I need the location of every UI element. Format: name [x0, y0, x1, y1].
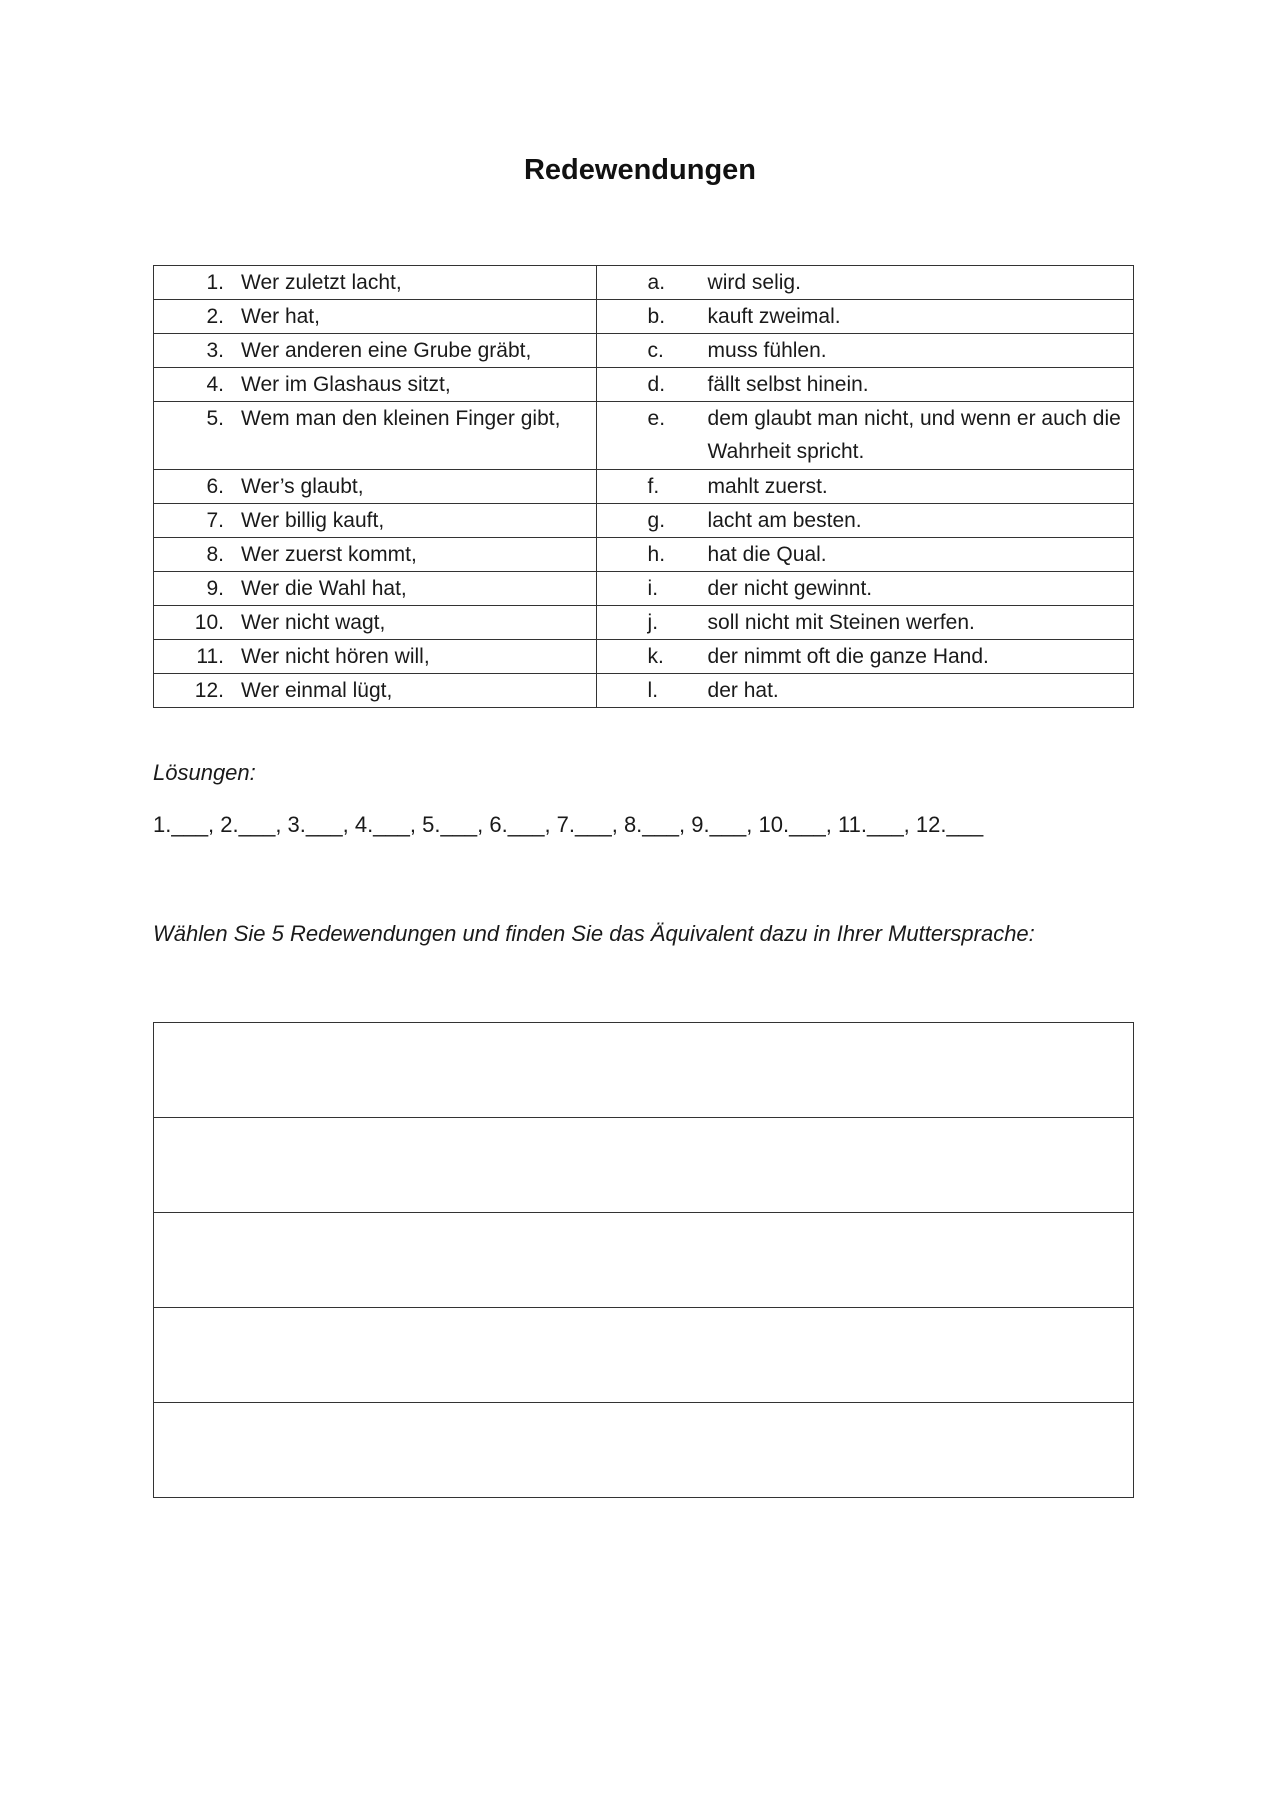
- ending-cell: [596, 334, 1133, 368]
- item-letter: k.: [647, 645, 664, 668]
- table-row: [154, 470, 1134, 504]
- idiom-ending: wird selig.: [707, 271, 801, 294]
- table-row: [154, 674, 1134, 708]
- idiom-ending: kauft zweimal.: [707, 305, 841, 328]
- answer-cell[interactable]: [154, 1213, 1134, 1308]
- item-number: 7.: [206, 509, 224, 532]
- table-row: [154, 538, 1134, 572]
- idiom-ending: soll nicht mit Steinen werfen.: [707, 611, 975, 634]
- answer-row: [154, 1213, 1134, 1308]
- beginning-cell: [154, 674, 597, 708]
- beginning-cell: [154, 640, 597, 674]
- table-row: [154, 606, 1134, 640]
- beginning-cell: [154, 504, 597, 538]
- item-letter: b.: [647, 305, 666, 328]
- beginning-cell: [154, 266, 597, 300]
- item-number: 6.: [206, 475, 224, 498]
- table-row: [154, 334, 1134, 368]
- beginning-cell: [154, 300, 597, 334]
- answer-row: [154, 1308, 1134, 1403]
- idiom-beginning: Wer einmal lügt,: [241, 679, 393, 702]
- item-number: 8.: [206, 543, 224, 566]
- item-letter: c.: [647, 339, 664, 362]
- idiom-ending: dem glaubt man nicht, und wenn er auch die Wahrheit spricht.: [707, 407, 1121, 463]
- table-row: [154, 572, 1134, 606]
- page-title: Redewendungen: [523, 154, 756, 186]
- item-letter: e.: [647, 407, 666, 430]
- solutions-label: Lösungen:: [153, 760, 256, 785]
- item-number: 11.: [196, 645, 224, 668]
- task-instruction: Wählen Sie 5 Redewendungen und finden Sie das Äquivalent dazu in Ihrer Muttersprache:: [153, 921, 1035, 946]
- ending-cell: [596, 572, 1133, 606]
- beginning-cell: [154, 334, 597, 368]
- beginning-cell: [154, 470, 597, 504]
- answer-row: [154, 1023, 1134, 1118]
- table-row: [154, 300, 1134, 334]
- idiom-ending: hat die Qual.: [707, 543, 827, 566]
- idiom-beginning: Wer anderen eine Grube gräbt,: [241, 339, 532, 362]
- item-letter: f.: [647, 475, 660, 498]
- item-letter: a.: [647, 271, 666, 294]
- idiom-ending: lacht am besten.: [707, 509, 862, 532]
- ending-cell: [596, 504, 1133, 538]
- matching-table: [153, 265, 1134, 708]
- item-number: 12.: [194, 679, 224, 702]
- item-number: 3.: [206, 339, 224, 362]
- ending-cell: [596, 266, 1133, 300]
- idiom-beginning: Wer hat,: [241, 305, 320, 328]
- item-number: 10.: [194, 611, 224, 634]
- idiom-ending: der nimmt oft die ganze Hand.: [707, 645, 989, 668]
- idiom-beginning: Wer nicht wagt,: [241, 611, 386, 634]
- item-number: 4.: [206, 373, 224, 396]
- beginning-cell: [154, 368, 597, 402]
- item-number: 9.: [206, 577, 224, 600]
- idiom-ending: der nicht gewinnt.: [707, 577, 873, 600]
- ending-cell: [596, 674, 1133, 708]
- solutions-blanks: 1.___, 2.___, 3.___, 4.___, 5.___, 6.___, 7.___, 8.___, 9.___, 10.___, 11.___, 12.___: [153, 812, 984, 837]
- idiom-beginning: Wer nicht hören will,: [241, 645, 430, 668]
- item-letter: g.: [647, 509, 666, 532]
- idiom-beginning: Wer die Wahl hat,: [241, 577, 407, 600]
- beginning-cell: [154, 606, 597, 640]
- ending-cell: [596, 402, 1133, 470]
- answer-row: [154, 1403, 1134, 1498]
- idiom-beginning: Wer im Glashaus sitzt,: [241, 373, 451, 396]
- idiom-beginning: Wer’s glaubt,: [241, 475, 364, 498]
- item-number: 2.: [206, 305, 224, 328]
- item-letter: l.: [647, 679, 659, 702]
- ending-cell: [596, 300, 1133, 334]
- beginning-cell: [154, 402, 597, 470]
- idiom-ending: muss fühlen.: [707, 339, 827, 362]
- idiom-ending: mahlt zuerst.: [707, 475, 828, 498]
- item-letter: h.: [647, 543, 666, 566]
- idiom-ending: der hat.: [707, 679, 779, 702]
- answer-cell[interactable]: [154, 1118, 1134, 1213]
- answer-cell[interactable]: [154, 1403, 1134, 1498]
- item-letter: d.: [647, 373, 666, 396]
- item-number: 5.: [206, 407, 224, 430]
- table-row: [154, 504, 1134, 538]
- table-row: [154, 266, 1134, 300]
- beginning-cell: [154, 538, 597, 572]
- idiom-beginning: Wer billig kauft,: [241, 509, 385, 532]
- item-number: 1.: [206, 271, 224, 294]
- answer-cell[interactable]: [154, 1308, 1134, 1403]
- ending-cell: [596, 368, 1133, 402]
- table-row: [154, 640, 1134, 674]
- idiom-beginning: Wer zuletzt lacht,: [241, 271, 402, 294]
- ending-cell: [596, 470, 1133, 504]
- idiom-ending: fällt selbst hinein.: [707, 373, 869, 396]
- ending-cell: [596, 640, 1133, 674]
- answer-cell[interactable]: [154, 1023, 1134, 1118]
- ending-cell: [596, 606, 1133, 640]
- answer-row: [154, 1118, 1134, 1213]
- idiom-beginning: Wem man den kleinen Finger gibt,: [241, 407, 561, 430]
- item-letter: j.: [647, 611, 659, 634]
- ending-cell: [596, 538, 1133, 572]
- answer-table: [153, 1022, 1134, 1498]
- beginning-cell: [154, 572, 597, 606]
- idiom-beginning: Wer zuerst kommt,: [241, 543, 417, 566]
- table-row: [154, 402, 1134, 470]
- table-row: [154, 368, 1134, 402]
- item-letter: i.: [647, 577, 659, 600]
